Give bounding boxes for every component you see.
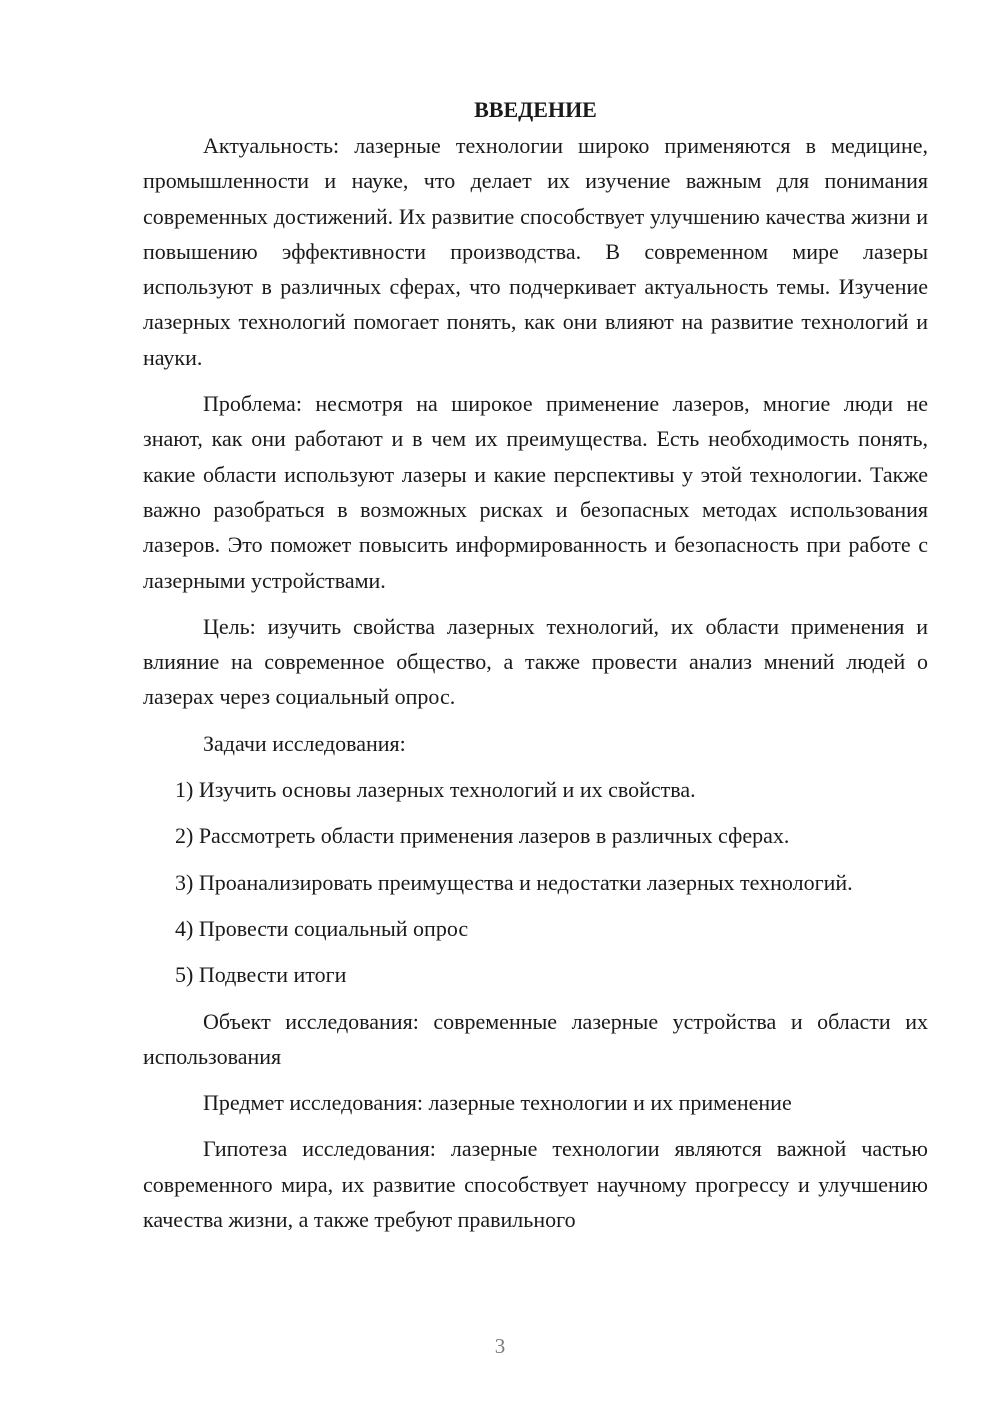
object-paragraph: Объект исследования: современные лазерные устройства и области их использования <box>143 1008 928 1069</box>
tasks-title: Задачи исследования: <box>203 730 406 756</box>
subject-paragraph: Предмет исследования: лазерные технологии и их применение <box>203 1090 792 1116</box>
task-item: 2) Рассмотреть области применения лазеров в различных сферах. <box>175 823 790 849</box>
task-item: 5) Подвести итоги <box>175 962 347 988</box>
page-content <box>143 92 928 1248</box>
hypothesis-paragraph: Гипотеза исследования: лазерные технологии являются важной частью современного мира, их развитие способствует научному прогрессу и улучшению качества жизни, а также требуют правильного <box>143 1136 928 1233</box>
problem-paragraph: Проблема: несмотря на широкое применение лазеров, многие люди не знают, как они работают и в чем их преимущества. Есть необходимость понять, какие области используют лазеры и какие перспективы у этой технологии. Также важно разобраться в возможных рисках и безопасных методах использования лазеров. Это поможет повысить информированность и безопасность при работе с лазерными устройствами. <box>143 391 928 593</box>
task-item: 4) Провести социальный опрос <box>175 915 469 941</box>
relevance-paragraph: Актуальность: лазерные технологии широко применяются в медицине, промышленности и науке, что делает их изучение важным для понимания современных достижений. Их развитие способствует улучшению качества жизни и повышению эффективности производства. В современном мире лазеры используют в различных сферах, что подчеркивает актуальность темы. Изучение лазерных технологий помогает понять, как они влияют на развитие технологий и науки. <box>143 133 928 370</box>
task-item: 3) Проанализировать преимущества и недостатки лазерных технологий. <box>175 869 853 895</box>
page-number: 3 <box>494 1334 506 1358</box>
task-item: 1) Изучить основы лазерных технологий и их свойства. <box>175 777 696 803</box>
section-heading: ВВЕДЕНИЕ <box>474 97 597 122</box>
goal-paragraph: Цель: изучить свойства лазерных технологий, их области применения и влияние на современное общество, а также провести анализ мнений людей о лазерах через социальный опрос. <box>143 613 928 710</box>
